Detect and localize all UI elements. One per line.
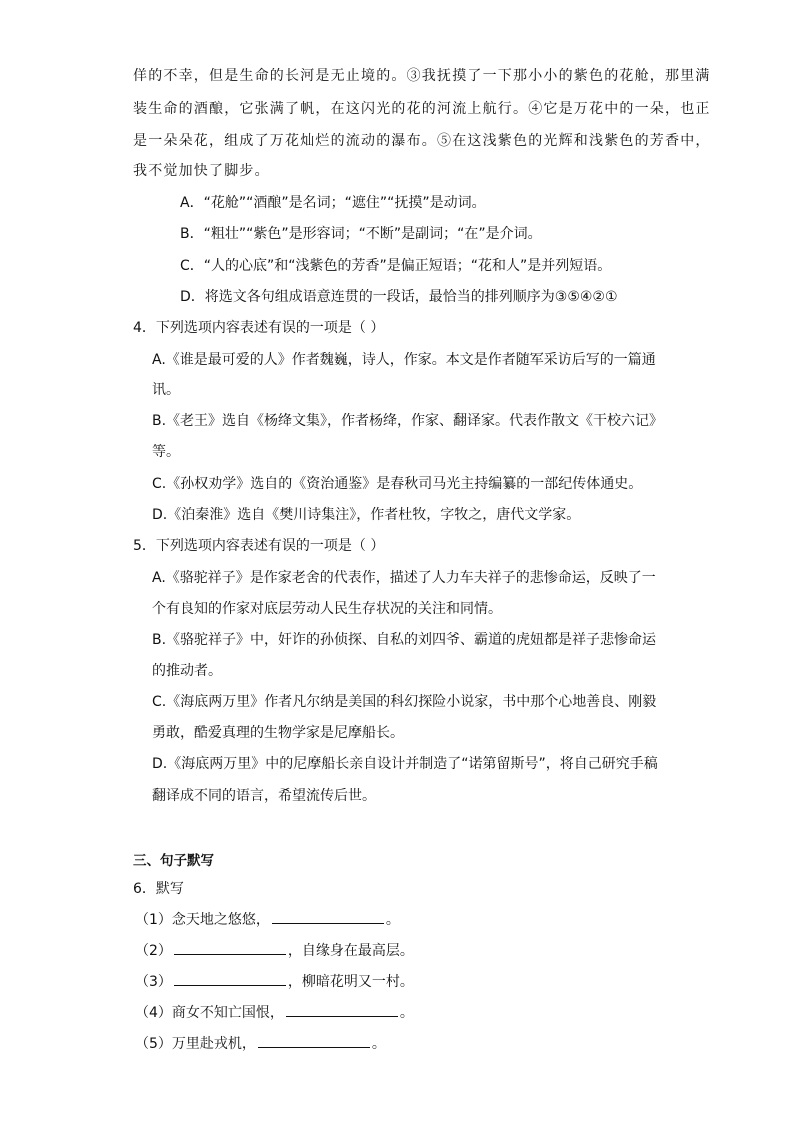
q5-line-8: 翻译成不同的语言，希望流传后世。 [152, 788, 376, 804]
section-heading: 三、句子默写 [133, 853, 214, 869]
item-prefix: （1）念天地之悠悠， [135, 912, 270, 928]
passage-line-4: 我不觉加快了脚步。 [133, 163, 270, 179]
passage-line-3: 是一朵朵花，组成了万花灿烂的流动的瀑布。⑤在这浅紫色的光辉和浅紫色的芳香中， [133, 133, 711, 149]
item-suffix: 。 [385, 912, 400, 928]
q3-option-b: B．“粗壮”“紫色”是形容词；“不断”是副词；“在”是介词。 [180, 226, 542, 242]
passage-line-2: 装生命的酒酿，它张满了帆，在这闪光的花的河流上航行。④它是万花中的一朵，也正 [133, 101, 711, 117]
answer-blank[interactable] [174, 941, 286, 955]
dictation-item [135, 910, 400, 930]
item-suffix: ，柳暗花明又一村。 [287, 974, 414, 990]
q3-option-d: D．将选文各句组成语意连贯的一段话，最恰当的排列顺序为③⑤④②① [180, 289, 618, 305]
q5-stem: 5．下列选项内容表述有误的一项是（ ） [133, 538, 385, 554]
q5-line-7: D.《海底两万里》中的尼摩船长亲自设计并制造了“诺第留斯号”，将自己研究手稿 [152, 756, 658, 772]
q4-line-4: 等。 [152, 444, 180, 460]
q6-stem: 6．默写 [133, 881, 184, 897]
q4-line-1: A.《谁是最可爱的人》作者魏巍，诗人，作家。本文是作者随军采访后写的一篇通 [152, 352, 656, 368]
q5-line-5: C.《海底两万里》作者凡尔纳是美国的科幻探险小说家，书中那个心地善良、刚毅 [152, 694, 657, 710]
answer-blank[interactable] [286, 1003, 398, 1017]
q3-option-a: A．“花舱”“酒酿”是名词；“遮住”“抚摸”是动词。 [180, 195, 486, 211]
answer-blank[interactable] [272, 910, 384, 924]
item-suffix: 。 [399, 1005, 414, 1021]
q5-line-6: 勇敢，酷爱真理的生物学家是尼摩船长。 [152, 725, 404, 741]
dictation-item [135, 972, 414, 992]
q5-line-4: 的推动者。 [152, 663, 222, 679]
q4-line-6: D.《泊秦淮》选自《樊川诗集注》，作者杜牧，字牧之，唐代文学家。 [152, 507, 581, 523]
answer-blank[interactable] [174, 972, 286, 986]
q4-line-5: C.《孙权劝学》选自的《资治通鉴》是春秋司马光主持编纂的一部纪传体通史。 [152, 476, 643, 492]
answer-blank[interactable] [258, 1034, 370, 1048]
q5-line-1: A.《骆驼祥子》是作家老舍的代表作，描述了人力车夫祥子的悲惨命运，反映了一 [152, 570, 656, 586]
passage-line-1: 佯的不幸，但是生命的长河是无止境的。③我抚摸了一下那小小的紫色的花舱，那里满 [133, 68, 711, 84]
q4-stem: 4．下列选项内容表述有误的一项是（ ） [133, 320, 385, 336]
item-suffix: 。 [371, 1036, 386, 1052]
q4-line-3: B.《老王》选自《杨绛文集》，作者杨绛，作家、翻译家。代表作散文《干校六记》 [152, 413, 664, 429]
item-suffix: ，自缘身在最高层。 [287, 943, 414, 959]
q3-option-c: C．“人的心底”和“浅紫色的芳香”是偏正短语；“花和人”是并列短语。 [180, 258, 612, 274]
q5-line-2: 个有良知的作家对底层劳动人民生存状况的关注和同情。 [152, 601, 502, 617]
dictation-item [135, 1034, 386, 1054]
q5-line-3: B.《骆驼祥子》中，奸诈的孙侦探、自私的刘四爷、霸道的虎妞都是祥子悲惨命运 [152, 632, 657, 648]
dictation-item [135, 1003, 414, 1023]
item-prefix: （3） [135, 974, 172, 990]
item-prefix: （4）商女不知亡国恨， [135, 1005, 284, 1021]
q4-line-2: 讯。 [152, 382, 180, 398]
item-prefix: （2） [135, 943, 172, 959]
dictation-item [135, 941, 414, 961]
item-prefix: （5）万里赴戎机， [135, 1036, 256, 1052]
